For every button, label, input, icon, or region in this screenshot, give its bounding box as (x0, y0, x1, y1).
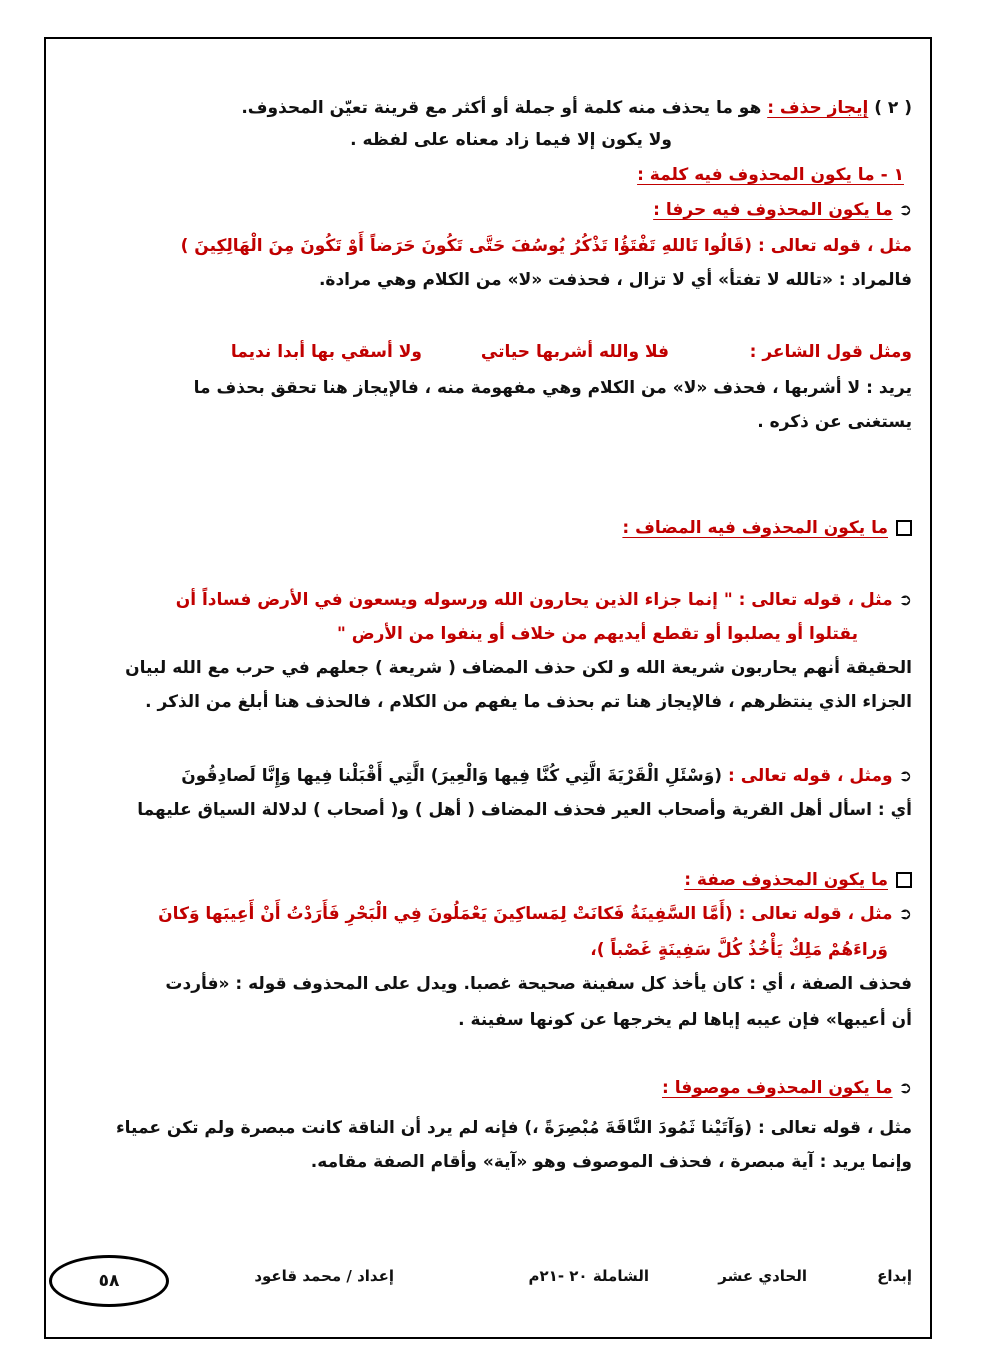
sifa-explanation-a: فحذف الصفة ، أي : كان يأخذ كل سفينة صحيحة غصبا. ويدل على المحذوف قوله : «فأردت (165, 974, 912, 994)
footer-grade: الحادي عشر (718, 1267, 807, 1285)
sifa-example-a-text: مثل ، قوله تعالى : (أَمَّا السَّفِينَةُ فَكانَتْ لِمَساكِينَ يَعْمَلُونَ فِي الْبَحْرِ فَأَرَدْتُ أَنْ أَعِيبَها وَكانَ (158, 904, 893, 924)
mudaf-example-2 (181, 764, 912, 788)
definition-continuation: ولا يكون إلا فيما زاد معناه على لفظه . (350, 130, 672, 150)
checkbox-square-icon (896, 520, 912, 536)
mudaf-explanation-1b: الجزاء الذي ينتظرهم ، فالإيجاز هنا تم بحذف ما يفهم من الكلام ، فالحذف هنا أبلغ من الذكر . (145, 692, 912, 712)
bullet-arrow-icon: ➲ (898, 904, 912, 923)
sifa-heading-text: ما يكون المحذوف صفة : (684, 870, 888, 890)
harf-explanation: فالمراد : «تالله لا تفتأ» أي لا تزال ، فحذفت «لا» من الكلام وهي مرادة. (318, 270, 912, 290)
harf-example: مثل ، قوله تعالى : (قَالُوا تَاللهِ تَفْتَؤُا تَذْكُرُ يُوسُفَ حَتَّى تَكُونَ حَرَضاً أَوْ تَكُونَ مِنَ الْهَالِكِينَ ) (180, 236, 912, 256)
harf-heading-text: ما يكون المحذوف فيه حرفا : (653, 200, 893, 220)
page-border (44, 37, 932, 1339)
section-number: ( ٢ ) (874, 98, 912, 118)
poet-verse-2: ولا أسقي بها أبدا نديما (230, 342, 422, 362)
sifa-heading (684, 868, 912, 892)
bullet-arrow-icon: ➲ (898, 200, 912, 219)
mawsuf-heading-text: ما يكون المحذوف موصوفا : (661, 1078, 893, 1098)
section-definition-text: هو ما يحذف منه كلمة أو جملة أو أكثر مع قرينة تعيّن المحذوف. (241, 98, 762, 118)
subsection-heading-word: ١ - ما يكون المحذوف فيه كلمة : (637, 165, 904, 185)
mawsuf-explanation-b: وإنما يريد : آية مبصرة ، فحذف الموصوف وهو «آية» وأقام الصفة مقامه. (310, 1152, 912, 1172)
mawsuf-heading (662, 1076, 912, 1100)
mudaf-example-1a (176, 588, 912, 612)
footer-shamila: الشاملة ٢٠ -٢١م (528, 1267, 649, 1285)
sifa-example-a (158, 902, 912, 926)
mudaf-explanation-1a: الحقيقة أنهم يحاربون شريعة الله و لكن حذف المضاف ( شريعة ) جعلهم في حرب مع الله لبيان (125, 658, 912, 678)
footer-ibdaa: إبداع (877, 1267, 912, 1285)
bullet-arrow-icon: ➲ (898, 590, 912, 609)
harf-heading (653, 198, 912, 222)
bullet-arrow-icon: ➲ (898, 766, 912, 785)
poet-explanation-2: يستغنى عن ذكره . (757, 412, 912, 432)
mawsuf-explanation-a: مثل ، قوله تعالى : (وَآتَيْنا ثَمُودَ النَّاقَةَ مُبْصِرَةً ،) فإنه لم يرد أن الناقة كانت مبصرة ولم تكن عمياء (115, 1118, 912, 1138)
page-number: ٥٨ (49, 1255, 169, 1307)
mudaf-example-2-intro: ومثل ، قوله تعالى : (728, 766, 893, 786)
sifa-example-b: وَراءَهُمْ مَلِكٌ يَأْخُذُ كُلَّ سَفِينَةٍ غَصْباً )، (590, 940, 888, 960)
poet-intro: ومثل قول الشاعر : (749, 342, 912, 362)
checkbox-square-icon (896, 872, 912, 888)
section-definition (241, 96, 912, 120)
mudaf-heading (622, 516, 912, 540)
poet-explanation-1: يريد : لا أشربها ، فحذف «لا» من الكلام وهي مفهومة منه ، فالإيجاز هنا تحقق بحذف ما (193, 378, 912, 398)
footer-author: إعداد / محمد قاعود (254, 1267, 394, 1285)
section-title: إيجاز حذف : (767, 98, 869, 118)
mudaf-example-1a-text: مثل ، قوله تعالى : " إنما جزاء الذين يحارون الله ورسوله ويسعون في الأرض فساداً أن (175, 590, 893, 610)
mudaf-example-2-ayah: (وَسْئَلِ الْقَرْيَةَ الَّتِي كُنَّا فِيها وَالْعِيرَ) الَّتِي أَقْبَلْنا فِيها وَإِنَّا لَصادِقُونَ (181, 766, 723, 786)
mudaf-example-1b: يقتلوا أو يصلبوا أو تقطع أيديهم من خلاف أو ينفوا من الأرض " (336, 624, 858, 644)
sifa-explanation-b: أن أعيبها» فإن عيبه إياها لم يخرجها عن كونها سفينة . (458, 1010, 912, 1030)
poet-verse-1: فلا والله أشربها حياتي (480, 342, 669, 362)
bullet-arrow-icon: ➲ (898, 1078, 912, 1097)
mudaf-explanation-2: أي : اسأل أهل القرية وأصحاب العير فحذف المضاف ( أهل ) و( أصحاب ) لدلالة السياق عليهما (137, 800, 912, 820)
mudaf-heading-text: ما يكون المحذوف فيه المضاف : (622, 518, 888, 538)
